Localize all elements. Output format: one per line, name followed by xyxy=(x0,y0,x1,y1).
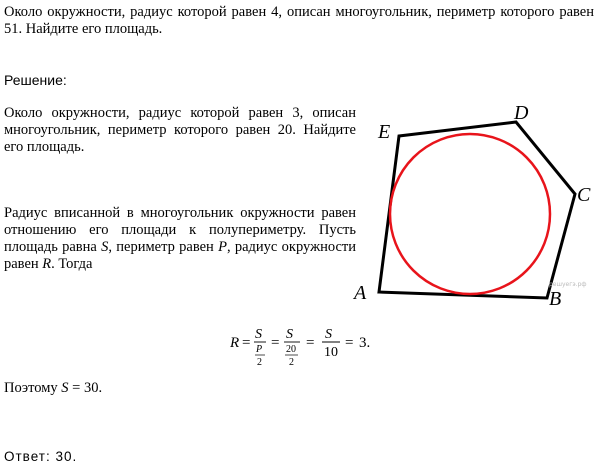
vertex-label-b: B xyxy=(549,288,562,310)
formula-s-2: S xyxy=(286,327,293,342)
vertex-label-a: A xyxy=(354,282,367,304)
formula-s-1: S xyxy=(255,327,262,342)
geometry-figure xyxy=(350,100,600,315)
radius-formula xyxy=(230,327,400,373)
formula-two-2: 2 xyxy=(289,357,294,368)
vertex-label-d: D xyxy=(514,102,529,124)
formula-s-3: S xyxy=(325,327,332,342)
inscribed-circle xyxy=(390,134,550,294)
conclusion-text: Поэтому S = 30. xyxy=(4,380,103,396)
pentagon xyxy=(379,122,575,298)
vertex-label-c: C xyxy=(577,184,591,206)
formula-r: R xyxy=(230,335,240,351)
formula-eq-1: = xyxy=(242,335,251,351)
problem-text: Около окружности, радиус которой равен 4, описан многоугольник, периметр которого равен 51. Найдите его площадь. xyxy=(4,4,594,37)
formula-eq-2: = xyxy=(271,335,280,351)
formula-result: 3. xyxy=(359,335,371,351)
formula-ten: 10 xyxy=(324,345,338,360)
formula-p: P xyxy=(256,344,263,355)
vertex-label-e: E xyxy=(378,121,391,143)
formula-eq-4: = xyxy=(345,335,354,351)
answer-text: Ответ: 30. xyxy=(4,449,78,464)
solution-label: Решение: xyxy=(4,72,67,88)
formula-two-1: 2 xyxy=(257,357,262,368)
watermark: решуегэ.рф xyxy=(549,281,587,288)
formula-twenty: 20 xyxy=(286,344,296,355)
solution-paragraph-2: Радиус вписанной в многоугольник окружности равен отношению его площади к полупериметру. Пусть площадь равна S, периметр равен P, радиус окружности равен R. Тогда xyxy=(4,205,356,272)
formula-eq-3: = xyxy=(306,335,315,351)
solution-paragraph-1: Около окружности, радиус которой равен 3, описан многоугольник, периметр которого равен 20. Найдите его площадь. xyxy=(4,105,356,155)
